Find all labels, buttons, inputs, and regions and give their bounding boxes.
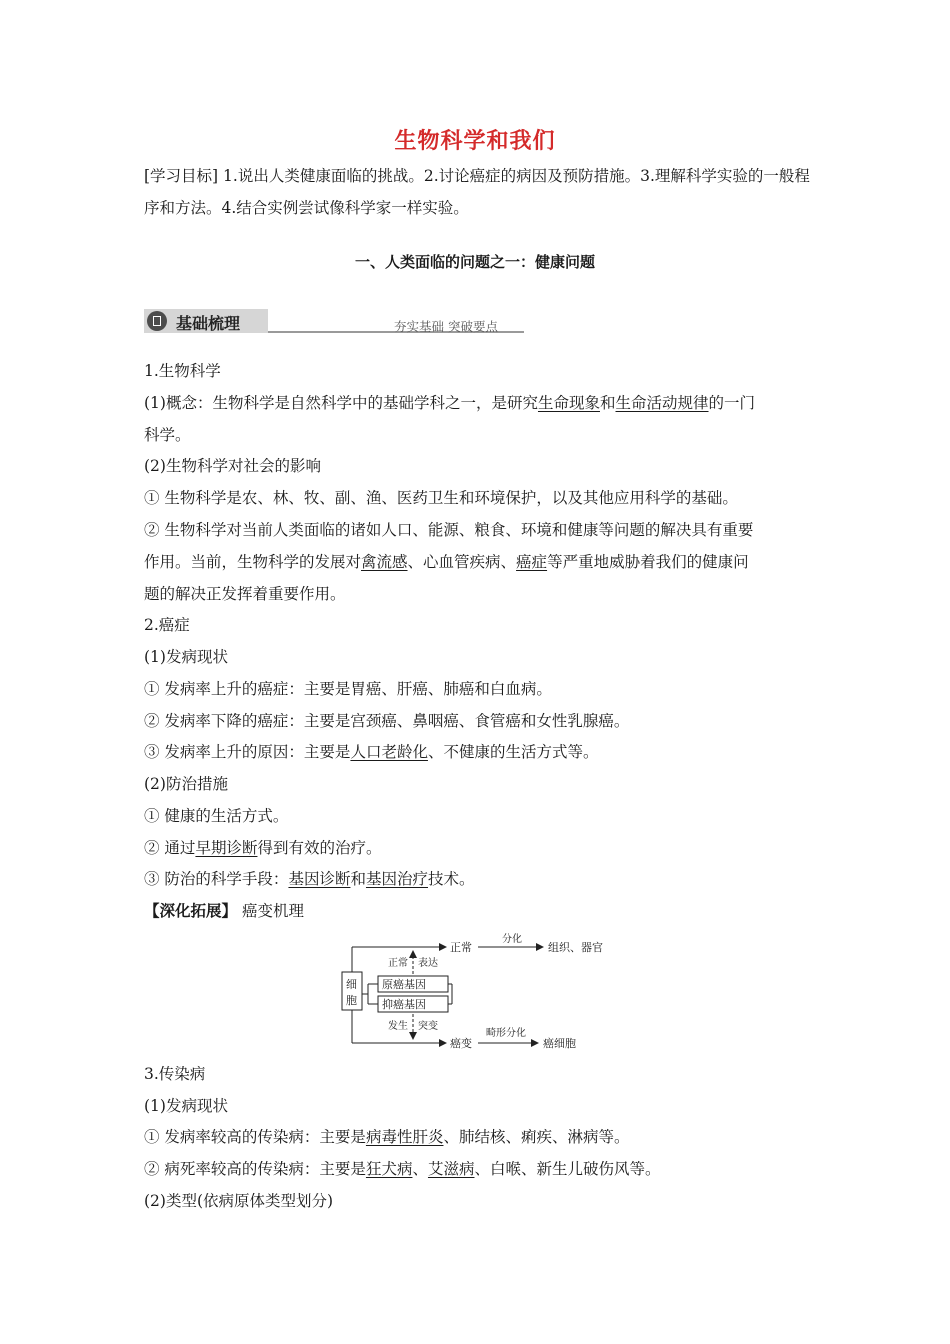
s3-item-c1: ① 发病率较高的传染病：主要是病毒性肝炎、肺结核、痢疾、淋病等。 [144,1128,630,1146]
express-label: 表达 [418,958,438,969]
section-banner [144,309,524,337]
s2-item-b1: ① 健康的生活方式。 [144,807,289,825]
objectives-label: [学习目标] [144,167,219,185]
underlined-term: 早期诊断 [195,839,258,857]
normal-v-label: 正常 [388,958,408,969]
abnormal-label: 畸形分化 [486,1028,526,1039]
underlined-term: 狂犬病 [365,1160,413,1178]
s1-point-1: ① 生物科学是农、林、牧、副、渔、医药卫生和环境保护，以及其他应用科学的基础。 [144,489,738,507]
suppressor-label: 抑癌基因 [382,998,426,1011]
book-icon [147,311,167,331]
s2-item-b2: ② 通过早期诊断得到有效的治疗。 [144,839,382,857]
normal-label: 正常 [450,941,472,954]
underlined-term: 生命活动规律 [615,394,709,412]
extension-label: 【深化拓展】 [144,901,238,920]
banner-subtitle: 夯实基础 突破要点 [394,319,498,334]
s2-item-a2: ② 发病率下降的癌症：主要是宫颈癌、鼻咽癌、食管癌和女性乳腺癌。 [144,712,630,730]
s1-point-2-end: 题的解决正发挥着重要作用。 [144,585,346,603]
objectives-text: 1.说出人类健康面临的挑战。2.讨论癌症的病因及预防措施。3.理解科学实验的一般程序和方法。4.结合实例尝试像科学家一样实验。 [144,167,810,217]
underlined-term: 基因诊断 [288,870,351,888]
cell-label-2: 胞 [346,994,357,1007]
cell-label-1: 细 [346,978,357,991]
underlined-term: 禽流感 [361,553,408,571]
s1-concept-cont: 科学。 [144,426,191,444]
s1-point-2: ② 生物科学对当前人类面临的诸如人口、能源、粮食、环境和健康等问题的解决具有重要 [144,521,754,539]
underlined-term: 生命现象 [537,394,600,412]
s1-concept: (1)概念：生物科学是自然科学中的基础学科之一，是研究生命现象和生命活动规律的一门 [144,394,756,412]
s2-item-a1: ① 发病率上升的癌症：主要是胃癌、肝癌、肺癌和白血病。 [144,680,552,698]
s1-point-2-cont: 作用。当前，生物科学的发展对禽流感、心血管疾病、癌症等严重地威胁着我们的健康问 [144,553,749,571]
proto-label: 原癌基因 [382,978,426,991]
differentiate-label: 分化 [502,934,522,945]
cancer-mechanism-diagram [338,930,618,1055]
cancer-label: 癌变 [450,1037,472,1050]
underlined-term: 人口老龄化 [350,743,428,761]
underlined-term: 癌症 [516,553,548,571]
tissue-label: 组织、器官 [548,941,603,954]
underlined-term: 基因治疗 [365,870,428,888]
s1-impact-heading: (2)生物科学对社会的影响 [144,457,321,475]
section-title: 一、人类面临的问题之一：健康问题 [354,253,595,271]
underlined-term: 艾滋病 [427,1160,475,1178]
underlined-term: 病毒性肝炎 [365,1128,444,1146]
s2-item-b3: ③ 防治的科学手段：基因诊断和基因治疗技术。 [144,870,475,888]
s2-prevent-heading: (2)防治措施 [144,775,228,793]
s3-heading: 3.传染病 [144,1065,206,1083]
s2-extension [144,901,304,921]
extension-title: 癌变机理 [241,902,304,920]
mutate-label: 突变 [418,1021,438,1032]
s3-status-heading: (1)发病现状 [144,1097,228,1115]
s2-item-a3: ③ 发病率上升的原因：主要是人口老龄化、不健康的生活方式等。 [144,743,599,761]
s3-item-c2: ② 病死率较高的传染病：主要是狂犬病、艾滋病、白喉、新生儿破伤风等。 [144,1160,661,1178]
banner-box [144,309,268,333]
s3-type-heading: (2)类型(依病原体类型划分) [144,1192,334,1210]
s2-status-heading: (1)发病现状 [144,648,228,666]
s1-heading: 1.生物科学 [144,362,221,380]
banner-label: 基础梳理 [176,314,241,333]
s2-heading: 2.癌症 [144,616,190,634]
page-title: 生物科学和我们 [394,129,556,154]
learning-objectives [144,160,810,224]
cancer-cell-label: 癌细胞 [543,1037,576,1050]
occur-label: 发生 [388,1021,408,1032]
